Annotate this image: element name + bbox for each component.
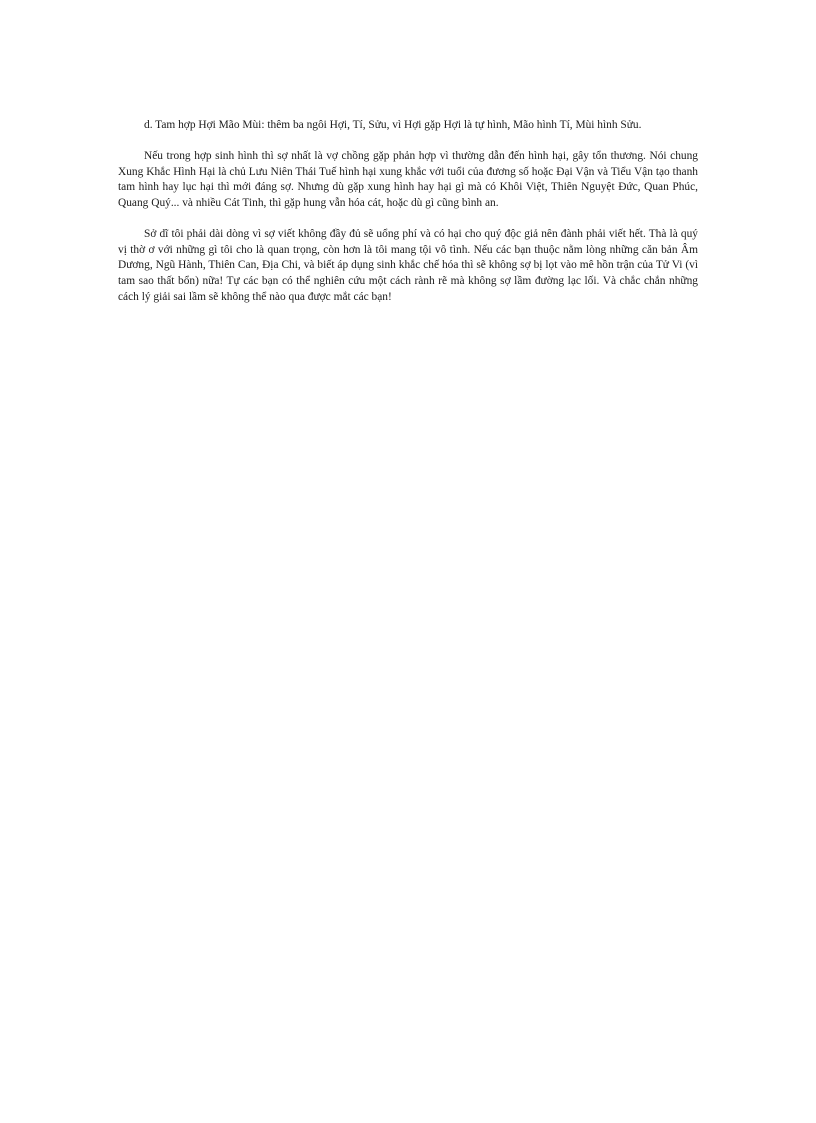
document-body — [118, 118, 698, 321]
paragraph-xung-khac-hinh-hai: Nếu trong hợp sinh hình thì sợ nhất là vợ chồng gặp phản hợp vì thường dẫn đến hình hại, gây tổn thương. Nói chung Xung Khắc Hình Hại là chủ Lưu Niên Thái Tuế hình hại xung khắc với tuổi của đương số hoặc Đại Vận và Tiểu Vận tạo thanh tam hình hay lục hại thì mới đáng sợ. Nhưng dù gặp xung hình hay hại gì mà có Khôi Việt, Thiên Nguyệt Đức, Quan Phúc, Quang Quý... và nhiều Cát Tinh, thì gặp hung vẫn hóa cát, hoặc dù gì cũng bình an. — [118, 150, 698, 209]
paragraph-tam-hop-hoi-mao-mui: d. Tam hợp Hợi Mão Mùi: thêm ba ngôi Hợi, Tí, Sửu, vì Hợi gặp Hợi là tự hình, Mão hình Tí, Mùi hình Sửu. — [144, 119, 642, 131]
paragraph-author-note: Sở dĩ tôi phải dài dòng vì sợ viết không đầy đủ sẽ uổng phí và có hại cho quý độc giả nên đành phải viết hết. Thà là quý vị thờ ơ với những gì tôi cho là quan trọng, còn hơn là tôi mang tội vô tình. Nếu các bạn thuộc nằm lòng những căn bản Âm Dương, Ngũ Hành, Thiên Can, Địa Chi, và biết áp dụng sinh khắc chế hóa thì sẽ không sợ bị lọt vào mê hồn trận của Tử Vi (vì tam sao thất bổn) nữa! Tự các bạn có thể nghiên cứu một cách rành rẽ mà không sợ lầm đường lạc lối. Và chắc chắn những cách lý giải sai lầm sẽ không thể nào qua được mắt các bạn! — [118, 228, 698, 303]
